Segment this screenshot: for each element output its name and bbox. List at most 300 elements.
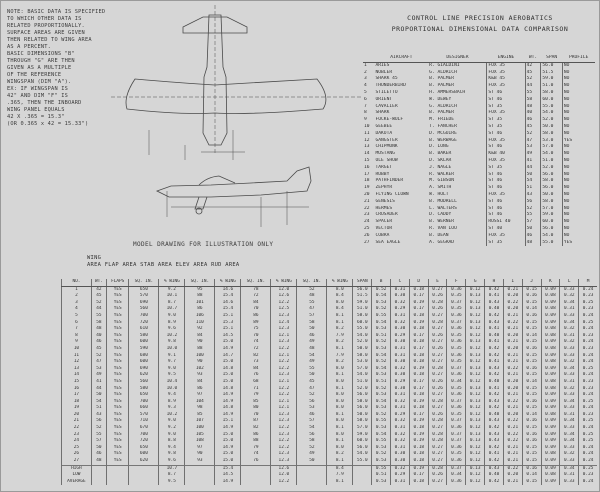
table-cell: 58.0 — [353, 353, 372, 360]
drawing-caption: MODEL DRAWING FOR ILLUSTRATION ONLY — [133, 241, 274, 248]
table-cell: 0.35 — [447, 306, 466, 313]
table-cell: 15.3 — [215, 320, 241, 327]
table-cell: 0.32 — [391, 366, 410, 373]
table-cell: 12.1 — [271, 353, 297, 360]
table-cell: 0.14 — [522, 333, 541, 340]
table-cell: 0.32 — [391, 320, 410, 327]
table-cell: 52.0 — [353, 386, 372, 393]
table-cell: 72 — [241, 293, 271, 300]
table-cell: 0.12 — [466, 286, 485, 293]
table-cell: 0.43 — [485, 366, 504, 373]
table-cell: 700 — [129, 432, 159, 439]
table-cell: ST 35 — [487, 104, 525, 111]
table-cell: 7 — [62, 326, 92, 333]
aircraft-table — [363, 55, 595, 246]
table-cell: 0.22 — [503, 300, 522, 307]
table-cell: YES — [106, 399, 128, 406]
table-cell: 0.09 — [541, 339, 560, 346]
table-cell: 51.5 — [541, 70, 562, 77]
table-cell: 48 — [297, 293, 327, 300]
table-cell: 0.24 — [579, 286, 597, 293]
table-cell: A. GEGRAD — [429, 239, 455, 245]
dimension-table-header: SQ. IN. — [241, 279, 271, 286]
table-cell: 0.23 — [579, 293, 597, 300]
aircraft-table-header: PROFILE — [562, 55, 595, 62]
table-cell: 12.3 — [271, 458, 297, 465]
table-cell: 12 — [62, 359, 92, 366]
table-cell: 55.0 — [541, 240, 562, 247]
table-cell: 0.53 — [372, 425, 391, 432]
table-cell: 0.22 — [503, 366, 522, 373]
table-cell: ST 46 — [487, 131, 525, 138]
table-cell: 0.33 — [560, 353, 579, 360]
table-row — [62, 320, 598, 327]
table-cell: 0.09 — [541, 458, 560, 465]
table-cell: 50 — [297, 372, 327, 379]
table-row — [363, 192, 595, 199]
model-drawing — [111, 5, 361, 241]
table-cell: 0.15 — [522, 458, 541, 465]
table-cell: 51 — [525, 185, 541, 192]
table-cell: 0.55 — [372, 313, 391, 320]
table-cell: 0.54 — [372, 353, 391, 360]
table-cell — [297, 479, 327, 486]
table-cell: 0.20 — [503, 293, 522, 300]
table-cell: 55 — [297, 366, 327, 373]
table-cell: 52 — [297, 445, 327, 452]
table-cell: 12.3 — [271, 451, 297, 458]
table-cell: 0.21 — [503, 353, 522, 360]
table-row — [62, 412, 598, 419]
table-cell: 0.33 — [560, 479, 579, 486]
table-cell: 49 — [91, 372, 106, 379]
table-cell: NO — [562, 178, 595, 185]
table-row — [62, 339, 598, 346]
table-cell: 0.20 — [503, 346, 522, 353]
table-cell: 49 — [297, 451, 327, 458]
table-cell: 0.09 — [541, 372, 560, 379]
table-row — [62, 438, 598, 445]
table-cell: 0.15 — [522, 326, 541, 333]
table-cell: YES — [106, 379, 128, 386]
table-cell: 8.1 — [327, 346, 353, 353]
table-cell: ST 46 — [487, 178, 525, 185]
table-cell: 0.35 — [447, 346, 466, 353]
table-cell: 45 — [297, 379, 327, 386]
table-cell: NOBLER — [375, 69, 393, 75]
table-cell: YES — [106, 425, 128, 432]
table-cell: 0.31 — [391, 286, 410, 293]
table-cell: 0.36 — [447, 445, 466, 452]
table-cell — [129, 472, 159, 479]
table-cell: 0.30 — [391, 339, 410, 346]
table-cell: 7 — [364, 103, 367, 109]
table-cell: 8.0 — [327, 405, 353, 412]
table-cell: 55.0 — [353, 458, 372, 465]
table-cell: 8 — [364, 110, 367, 116]
table-cell: 8.0 — [327, 379, 353, 386]
table-cell: YES — [562, 138, 595, 145]
table-cell: FOX 35 — [487, 83, 525, 90]
table-cell: 0.24 — [579, 405, 597, 412]
table-row — [363, 172, 595, 179]
table-cell: NO — [562, 192, 595, 199]
table-cell: 0.28 — [428, 399, 447, 406]
table-cell: 58 — [297, 320, 327, 327]
table-row — [62, 451, 598, 458]
table-cell: 26 — [364, 232, 370, 238]
table-cell: 8.0 — [327, 418, 353, 425]
table-cell: 0.36 — [447, 458, 466, 465]
table-cell: 0.20 — [503, 333, 522, 340]
table-cell: 0.25 — [579, 418, 597, 425]
table-cell: 0.43 — [485, 418, 504, 425]
table-cell: 79 — [241, 392, 271, 399]
table-cell: 0.35 — [447, 386, 466, 393]
table-cell: 76 — [241, 372, 271, 379]
table-cell: 0.53 — [372, 458, 391, 465]
table-cell: 57.0 — [353, 425, 372, 432]
table-cell: 0.20 — [503, 306, 522, 313]
table-cell: 0.28 — [428, 300, 447, 307]
aircraft-table-header: ENGINE — [487, 55, 525, 62]
table-cell: 48 — [91, 458, 106, 465]
table-cell: 0.09 — [541, 438, 560, 445]
table-cell: 0.08 — [541, 379, 560, 386]
table-cell: 0.19 — [409, 300, 428, 307]
table-cell: 0.13 — [466, 366, 485, 373]
table-cell: 18 — [364, 178, 370, 184]
table-cell: 14.8 — [215, 366, 241, 373]
table-cell: NO — [562, 110, 595, 117]
table-cell: 0.15 — [522, 479, 541, 486]
table-cell: 0.08 — [541, 472, 560, 479]
table-cell: 8.1 — [327, 313, 353, 320]
table-cell: 59.0 — [541, 212, 562, 219]
table-cell: 9.2 — [159, 286, 185, 293]
table-cell: 0.32 — [560, 293, 579, 300]
table-cell: 15.0 — [215, 432, 241, 439]
table-cell: 0.35 — [447, 359, 466, 366]
table-cell: YES — [106, 306, 128, 313]
table-cell: 0.42 — [485, 353, 504, 360]
table-cell: 0.12 — [466, 346, 485, 353]
table-cell: T. FANCHER — [429, 123, 457, 129]
table-cell: 55 — [91, 313, 106, 320]
table-row — [363, 131, 595, 138]
table-cell: 0.27 — [428, 326, 447, 333]
table-cell: 0.24 — [579, 425, 597, 432]
table-cell: 0.36 — [447, 286, 466, 293]
table-cell: 710 — [129, 418, 159, 425]
aircraft-table-header: DESIGNER — [428, 55, 487, 62]
table-cell: 0.43 — [485, 432, 504, 439]
area-group-header — [87, 255, 239, 269]
table-cell: 0.53 — [372, 445, 391, 452]
table-cell: 6 — [62, 320, 92, 327]
table-cell: K&B 40 — [487, 151, 525, 158]
table-cell: 0.40 — [485, 306, 504, 313]
table-cell: B. BAKER — [429, 151, 452, 157]
note-line: OF THE REFERENCE — [7, 72, 62, 78]
table-cell: 0.24 — [579, 359, 597, 366]
table-cell: 110 — [185, 320, 215, 327]
table-cell: 40 — [91, 333, 106, 340]
note-line: .365, THEN THE INBOARD — [7, 100, 82, 106]
table-cell: 0.20 — [503, 412, 522, 419]
table-cell: 0.26 — [428, 472, 447, 479]
table-cell: 20 — [62, 412, 92, 419]
table-cell: 4 — [62, 306, 92, 313]
table-cell: 58.0 — [541, 90, 562, 97]
table-cell: 0.33 — [560, 458, 579, 465]
table-cell: 78 — [241, 286, 271, 293]
table-cell: 52 — [525, 206, 541, 213]
table-cell: 0.23 — [579, 472, 597, 479]
table-cell: PATHFINDER — [375, 178, 404, 184]
table-cell: 0.30 — [391, 458, 410, 465]
table-cell: NO — [562, 212, 595, 219]
table-row — [62, 425, 598, 432]
table-cell: 670 — [129, 425, 159, 432]
table-cell: YES — [106, 320, 128, 327]
table-cell: FOX 35 — [487, 138, 525, 145]
table-cell: 0.37 — [447, 418, 466, 425]
table-cell: 0.12 — [466, 445, 485, 452]
table-cell: 9.5 — [159, 372, 185, 379]
table-cell: 0.08 — [541, 326, 560, 333]
table-cell: 84 — [185, 333, 215, 340]
table-cell: 50 — [91, 445, 106, 452]
table-row — [363, 206, 595, 213]
table-cell: 0.53 — [372, 346, 391, 353]
table-cell: 0.24 — [579, 313, 597, 320]
table-cell: 51 — [91, 405, 106, 412]
table-cell: 0.19 — [409, 320, 428, 327]
table-cell: 0.18 — [409, 445, 428, 452]
table-cell: 8.1 — [327, 412, 353, 419]
table-cell: NO — [562, 62, 595, 69]
table-cell: 60.0 — [353, 320, 372, 327]
table-cell: 90 — [185, 339, 215, 346]
table-cell: GENESIS — [375, 198, 395, 204]
table-cell: 0.41 — [485, 293, 504, 300]
table-cell: 0.12 — [466, 379, 485, 386]
table-cell: 0.31 — [560, 412, 579, 419]
table-cell: 8.7 — [159, 300, 185, 307]
table-cell: 0.27 — [428, 458, 447, 465]
table-cell: 0.35 — [447, 412, 466, 419]
table-cell: FOCKE-WULF — [375, 117, 404, 123]
table-cell: 54.0 — [353, 451, 372, 458]
table-cell: 0.28 — [428, 418, 447, 425]
table-cell: 54.0 — [541, 110, 562, 117]
table-cell: 0.33 — [560, 346, 579, 353]
table-cell: NO — [562, 90, 595, 97]
table-cell: STILETTO — [375, 89, 398, 95]
note-line: EX: IF WINGSPAN IS — [7, 86, 69, 92]
table-cell: NO — [562, 104, 595, 111]
table-cell: 650 — [129, 392, 159, 399]
table-cell: 0.34 — [447, 472, 466, 479]
table-cell: 0.19 — [409, 366, 428, 373]
table-cell: 57 — [297, 418, 327, 425]
table-cell: 22 — [62, 425, 92, 432]
table-cell: 0.27 — [428, 451, 447, 458]
table-cell: 0.37 — [447, 432, 466, 439]
table-cell: 79 — [241, 445, 271, 452]
table-cell: YES — [106, 445, 128, 452]
table-cell: TARGET — [375, 164, 393, 170]
table-cell: 0.15 — [522, 392, 541, 399]
table-cell: 0.17 — [409, 306, 428, 313]
table-cell: 0.34 — [560, 432, 579, 439]
table-cell: 0.26 — [428, 346, 447, 353]
table-cell: 15.0 — [215, 359, 241, 366]
table-cell: 0.27 — [428, 445, 447, 452]
table-cell: 88 — [185, 293, 215, 300]
table-cell: 14.6 — [215, 300, 241, 307]
table-cell: 0.16 — [522, 313, 541, 320]
table-cell: NO — [562, 151, 595, 158]
table-cell: 6 — [364, 96, 367, 102]
table-cell: 0.53 — [372, 479, 391, 486]
table-cell: FOX 35 — [487, 158, 525, 165]
table-cell: 0.52 — [372, 306, 391, 313]
table-cell: MUSTANG — [375, 151, 395, 157]
area-header-line-1: WING — [87, 255, 102, 261]
table-cell: YES — [106, 458, 128, 465]
dimension-table-header: NO. — [62, 279, 92, 286]
table-cell: 86 — [241, 313, 271, 320]
table-cell: 0.23 — [579, 306, 597, 313]
table-cell: 87 — [241, 418, 271, 425]
table-cell: 0.09 — [541, 445, 560, 452]
table-cell: 98 — [185, 405, 215, 412]
table-cell: 70 — [241, 333, 271, 340]
table-cell: YES — [106, 346, 128, 353]
table-cell: D. SKLAR — [429, 157, 452, 163]
table-cell: YES — [106, 412, 128, 419]
table-cell: 0.53 — [372, 300, 391, 307]
table-cell: 0.15 — [522, 320, 541, 327]
dimension-table-header: SQ. IN. — [297, 279, 327, 286]
table-cell: 8.1 — [327, 458, 353, 465]
table-row — [62, 286, 598, 293]
table-cell: 0.14 — [522, 472, 541, 479]
table-cell: 0.28 — [428, 432, 447, 439]
table-cell: 0.54 — [372, 320, 391, 327]
table-cell: 0.42 — [485, 458, 504, 465]
table-cell: 12.3 — [271, 339, 297, 346]
table-cell: 9.8 — [159, 451, 185, 458]
table-cell: 0.42 — [485, 425, 504, 432]
table-cell: 0.27 — [428, 372, 447, 379]
table-cell: 88 — [241, 438, 271, 445]
table-cell: 12.6 — [271, 465, 297, 472]
table-cell: 0.31 — [391, 405, 410, 412]
table-row — [363, 226, 595, 233]
table-cell: 8.2 — [327, 326, 353, 333]
table-cell: 0.13 — [466, 353, 485, 360]
table-cell: 0.55 — [372, 438, 391, 445]
table-cell: 12.5 — [271, 306, 297, 313]
table-cell: 0.22 — [503, 465, 522, 472]
table-cell: 600 — [129, 451, 159, 458]
table-cell: 0.16 — [522, 465, 541, 472]
table-cell: 0.24 — [579, 339, 597, 346]
note-line: WINGSPAN (DIM "A"). — [7, 79, 72, 85]
table-cell: HIGH — [62, 465, 92, 472]
table-cell: 0.30 — [391, 451, 410, 458]
table-cell: NO — [562, 124, 595, 131]
table-cell: 690 — [129, 300, 159, 307]
table-cell: YES — [106, 432, 128, 439]
dimension-table-header: M — [579, 279, 597, 286]
table-cell: 0.24 — [579, 445, 597, 452]
table-cell: 0.28 — [428, 438, 447, 445]
table-cell: 53 — [297, 405, 327, 412]
table-cell: 27 — [62, 458, 92, 465]
table-cell: 0.28 — [428, 320, 447, 327]
table-cell: 92 — [185, 326, 215, 333]
table-cell: 0.19 — [409, 438, 428, 445]
table-row — [62, 366, 598, 373]
table-cell: B. MODRELL — [429, 198, 457, 204]
table-cell: ST 35 — [487, 165, 525, 172]
table-cell: 0.52 — [372, 286, 391, 293]
table-cell: 56.0 — [541, 185, 562, 192]
table-cell: 12.4 — [271, 320, 297, 327]
table-cell: 8.0 — [327, 392, 353, 399]
table-cell: 0.21 — [503, 326, 522, 333]
note-line: NOTE: BASIC DATA IS SPECIFIED — [7, 9, 106, 15]
table-cell: 59.0 — [541, 76, 562, 83]
table-cell: 0.25 — [579, 399, 597, 406]
table-cell: 51.5 — [353, 293, 372, 300]
table-cell: 0.33 — [560, 392, 579, 399]
table-cell: FOX 35 — [487, 70, 525, 77]
note-line: THEN RELATED TO WING AREA — [7, 37, 92, 43]
table-cell: 0.29 — [391, 333, 410, 340]
dimension-table-header: H — [485, 279, 504, 286]
table-cell: 0.18 — [409, 372, 428, 379]
note-line: 42 X .365 = 15.3" — [7, 114, 65, 120]
table-cell: 0.22 — [503, 399, 522, 406]
table-cell: 0.35 — [447, 451, 466, 458]
table-cell: 12.0 — [271, 286, 297, 293]
table-cell: ARIES — [375, 62, 390, 68]
table-cell: 0.09 — [541, 425, 560, 432]
table-cell: 0.09 — [541, 320, 560, 327]
table-cell: 56.0 — [353, 445, 372, 452]
table-cell: 0.31 — [391, 313, 410, 320]
table-cell: ST 46 — [487, 90, 525, 97]
table-cell: 9.0 — [159, 432, 185, 439]
table-cell: 12.1 — [271, 405, 297, 412]
table-cell: 0.13 — [466, 386, 485, 393]
table-cell: M. FRIEDE — [429, 117, 455, 123]
table-cell: 52 — [91, 353, 106, 360]
table-cell: 52.0 — [541, 117, 562, 124]
dimension-table-header: WT. — [91, 279, 106, 286]
note-line: WING PANEL EQUALS — [7, 107, 65, 113]
table-cell: 0.21 — [503, 479, 522, 486]
table-cell: 17 — [364, 171, 370, 177]
title-line-1: CONTROL LINE PRECISION AEROBATICS — [407, 14, 553, 22]
table-cell: 60.0 — [541, 219, 562, 226]
table-cell: 0.15 — [522, 405, 541, 412]
